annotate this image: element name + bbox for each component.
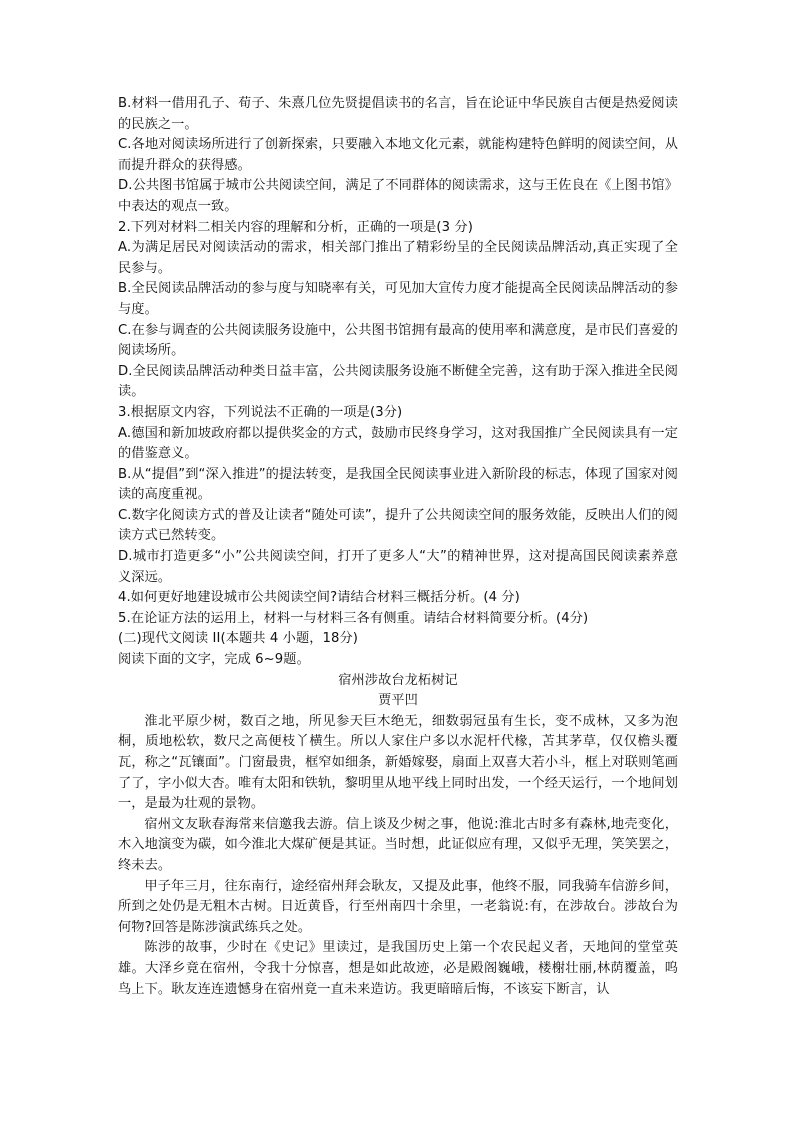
q3-option-a: A.德国和新加坡政府都以提供奖金的方式，鼓励市民终身学习，这对我国推广全民阅读具有一定的借鉴意义。	[118, 425, 678, 462]
document-page	[118, 94, 678, 1000]
question-2: 2.下列对材料二相关内容的理解和分析，正确的一项是(3 分)	[118, 219, 473, 235]
q3-option-d: D.城市打造更多“小”公共阅读空间，打开了更多人“大”的精神世界，这对提高国民阅读素养意义深远。	[118, 549, 678, 585]
question-5: 5.在论证方法的运用上，材料一与材料三各有侧重。请结合材料简要分析。(4分)	[118, 610, 589, 626]
essay-paragraph-1: 淮北平原少树，数百之地，所见参天巨木绝无，细数弱冠虽有生长，变不成林，又多为泡桐，质地松软，数尺之高便枝丫横生。所以人家住户多以水泥杆代椽，苫其茅草，仅仅檐头覆瓦，称之“瓦镶面”。门窗最贵，框窄如细条，新婚嫁娶，扇面上双喜大若小斗，框上对联则笔画了了，字小似大杏。唯有太阳和铁轨，黎明里从地平线上同时出发，一个经天运行，一个地间划一，是最为壮观的景物。	[118, 713, 678, 812]
essay-title: 宿州涉故台龙柘树记	[338, 672, 458, 688]
q1-option-c: C.各地对阅读场所进行了创新探索，只要融入本地文化元素，就能构建特色鲜明的阅读空间，从而提升群众的获得感。	[118, 137, 678, 173]
reading-instruction: 阅读下面的文字，完成 6~9题。	[118, 652, 310, 668]
q1-option-d: D.公共图书馆属于城市公共阅读空间，满足了不同群体的阅读需求，这与王佐良在《上图书馆》中表达的观点一致。	[118, 178, 678, 214]
essay-paragraph-3: 甲子年三月，往东南行，途经宿州拜会耿友，又提及此事，他终不服，同我骑车信游乡间，所到之处仍是无粗木古树。日近黄昏，行至州南四十余里，一老翁说:有，在涉故台。涉故台为何物?回答是陈涉演武练兵之处。	[118, 878, 678, 935]
q2-option-a: A.为满足居民对阅读活动的需求，相关部门推出了精彩纷呈的全民阅读品牌活动,真正实现了全民参与。	[118, 240, 678, 276]
q3-option-b: B.从“提倡”到“深入推进”的提法转变，是我国全民阅读事业进入新阶段的标志，体现了国家对阅读的高度重视。	[118, 466, 678, 503]
q2-option-d: D.全民阅读品牌活动种类日益丰富，公共阅读服务设施不断健全完善，这有助于深入推进全民阅读。	[118, 363, 678, 400]
question-4: 4.如何更好地建设城市公共阅读空间?请结合材料三概括分析。(4 分)	[118, 590, 520, 606]
q2-option-c: C.在参与调查的公共阅读服务设施中，公共图书馆拥有最高的使用率和满意度，是市民们喜爱的阅读场所。	[118, 322, 678, 359]
q1-option-b: B.材料一借用孔子、荀子、朱熹几位先贤提倡读书的名言，旨在论证中华民族自古便是热爱阅读的民族之一。	[118, 96, 678, 132]
essay-paragraph-2: 宿州文友耿春海常来信邀我去游。信上谈及少树之事，他说:淮北古时多有森林,地壳变化，木入地演变为碳，如今淮北大煤矿便是其证。当时想，此证似应有理，又似乎无理，笑笑罢之，终未去。	[118, 816, 678, 873]
q2-option-b: B.全民阅读品牌活动的参与度与知晓率有关，可见加大宣传力度才能提高全民阅读品牌活动的参与度。	[118, 281, 678, 317]
section-heading: (二)现代文阅读 II(本题共 4 小题，18分)	[118, 631, 359, 647]
question-3: 3.根据原文内容，下列说法不正确的一项是(3分)	[118, 404, 403, 420]
essay-author: 贾平凹	[378, 693, 418, 709]
q3-option-c: C.数字化阅读方式的普及让读者“随处可读”，提升了公共阅读空间的服务效能，反映出人们的阅读方式已然转变。	[118, 507, 678, 544]
essay-paragraph-4: 陈涉的故事，少时在《史记》里读过，是我国历史上第一个农民起义者，天地间的堂堂英雄。大泽乡竟在宿州，令我十分惊喜，想是如此故迹，必是殿阁巍峨，楼榭壮丽,林荫覆盖，呜鸟上下。耿友连连遗憾身在宿州竟一直未来造访。我更暗暗后悔，不该妄下断言，认	[118, 940, 678, 997]
